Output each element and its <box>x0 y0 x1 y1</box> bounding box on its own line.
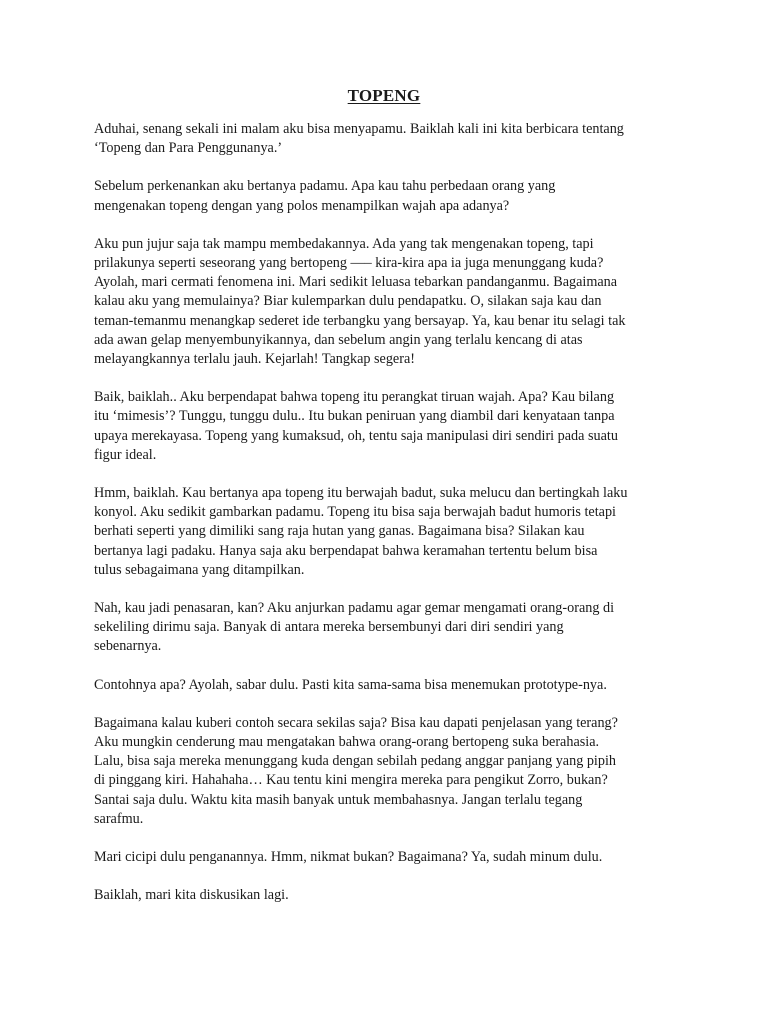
paragraph-line: melayangkannya terlalu jauh. Kejarlah! Tangkap segera! <box>94 351 415 368</box>
paragraph <box>94 714 684 829</box>
paragraph <box>94 177 684 215</box>
paragraph-line: Sebelum perkenankan aku bertanya padamu. Apa kau tahu perbedaan orang yang <box>94 178 556 195</box>
paragraph-line: konyol. Aku sedikit gambarkan padamu. Topeng itu bisa saja berwajah badut humoris tetapi <box>94 504 616 521</box>
paragraph-line: Nah, kau jadi penasaran, kan? Aku anjurkan padamu agar gemar mengamati orang-orang di <box>94 600 615 617</box>
paragraph <box>94 599 684 657</box>
paragraph <box>94 848 684 867</box>
paragraph-line: Santai saja dulu. Waktu kita masih banyak untuk membahasnya. Jangan terlalu tegang <box>94 791 583 808</box>
paragraph-line: Aku pun jujur saja tak mampu membedakannya. Ada yang tak mengenakan topeng, tapi <box>94 235 594 252</box>
paragraph <box>94 388 684 465</box>
paragraph-line: Aduhai, senang sekali ini malam aku bisa menyapamu. Baiklah kali ini kita berbicara tentang <box>94 121 624 137</box>
paragraph-line: mengenakan topeng dengan yang polos menampilkan wajah apa adanya? <box>94 197 510 214</box>
paragraph-line: Baiklah, mari kita diskusikan lagi. <box>94 887 289 904</box>
document-body <box>94 120 684 925</box>
paragraph-line: berhati seperti yang dimiliki sang raja hutan yang ganas. Bagaimana bisa? Silakan kau <box>94 523 585 540</box>
paragraph-line: Bagaimana kalau kuberi contoh secara sekilas saja? Bisa kau dapati penjelasan yang terang? <box>94 714 618 731</box>
paragraph-line: upaya merekayasa. Topeng yang kumaksud, oh, tentu saja manipulasi diri sendiri pada suatu <box>94 427 618 444</box>
paragraph-line: teman-temanmu menangkap sederet ide terbangku yang bersayap. Ya, kau benar itu selagi tak <box>94 312 626 329</box>
paragraph-line: Ayolah, mari cermati fenomena ini. Mari sedikit leluasa tebarkan pandanganmu. Bagaimana <box>94 274 618 291</box>
paragraph <box>94 120 684 158</box>
document-title: TOPENG <box>347 86 421 105</box>
paragraph-line: Baik, baiklah.. Aku berpendapat bahwa topeng itu perangkat tiruan wajah. Apa? Kau bilang <box>94 389 615 406</box>
paragraph-line: Hmm, baiklah. Kau bertanya apa topeng itu berwajah badut, suka melucu dan bertingkah laku <box>94 485 628 502</box>
paragraph-line: di pinggang kiri. Hahahaha… Kau tentu kini mengira mereka para pengikut Zorro, bukan? <box>94 772 608 789</box>
paragraph-line: Lalu, bisa saja mereka menunggang kuda dengan sebilah pedang anggar panjang yang pipih <box>94 753 617 770</box>
paragraph-line: ada awan gelap menyembunyikannya, dan sebelum angin yang terlalu kencang di atas <box>94 331 583 348</box>
paragraph-line: sekeliling dirimu saja. Banyak di antara mereka bersembunyi dari diri sendiri yang <box>94 619 564 636</box>
paragraph-line: bertanya lagi padaku. Hanya saja aku berpendapat bahwa keramahan tertentu belum bisa <box>94 542 598 559</box>
paragraph-line: ‘Topeng dan Para Penggunanya.’ <box>94 140 283 157</box>
paragraph-line: sarafmu. <box>94 810 144 827</box>
paragraph <box>94 235 684 369</box>
paragraph <box>94 484 684 580</box>
paragraph-line: Aku mungkin cenderung mau mengatakan bahwa orang-orang bertopeng suka berahasia. <box>94 734 600 751</box>
paragraph <box>94 886 684 905</box>
paragraph-line: prilakunya seperti seseorang yang bertopeng —– kira-kira apa ia juga menunggang kuda? <box>94 255 604 272</box>
paragraph-line: itu ‘mimesis’? Tunggu, tunggu dulu.. Itu bukan peniruan yang diambil dari kenyataan tanpa <box>94 408 615 425</box>
paragraph-line: sebenarnya. <box>94 638 162 655</box>
paragraph-line: figur ideal. <box>94 446 157 463</box>
paragraph <box>94 676 684 695</box>
paragraph-line: kalau aku yang memulainya? Biar kulemparkan dulu pendapatku. O, silakan saja kau dan <box>94 293 602 310</box>
paragraph-line: Contohnya apa? Ayolah, sabar dulu. Pasti kita sama-sama bisa menemukan prototype-nya. <box>94 676 607 693</box>
paragraph-line: tulus sebagaimana yang ditampilkan. <box>94 561 305 578</box>
paragraph-line: Mari cicipi dulu penganannya. Hmm, nikmat bukan? Bagaimana? Ya, sudah minum dulu. <box>94 849 603 866</box>
